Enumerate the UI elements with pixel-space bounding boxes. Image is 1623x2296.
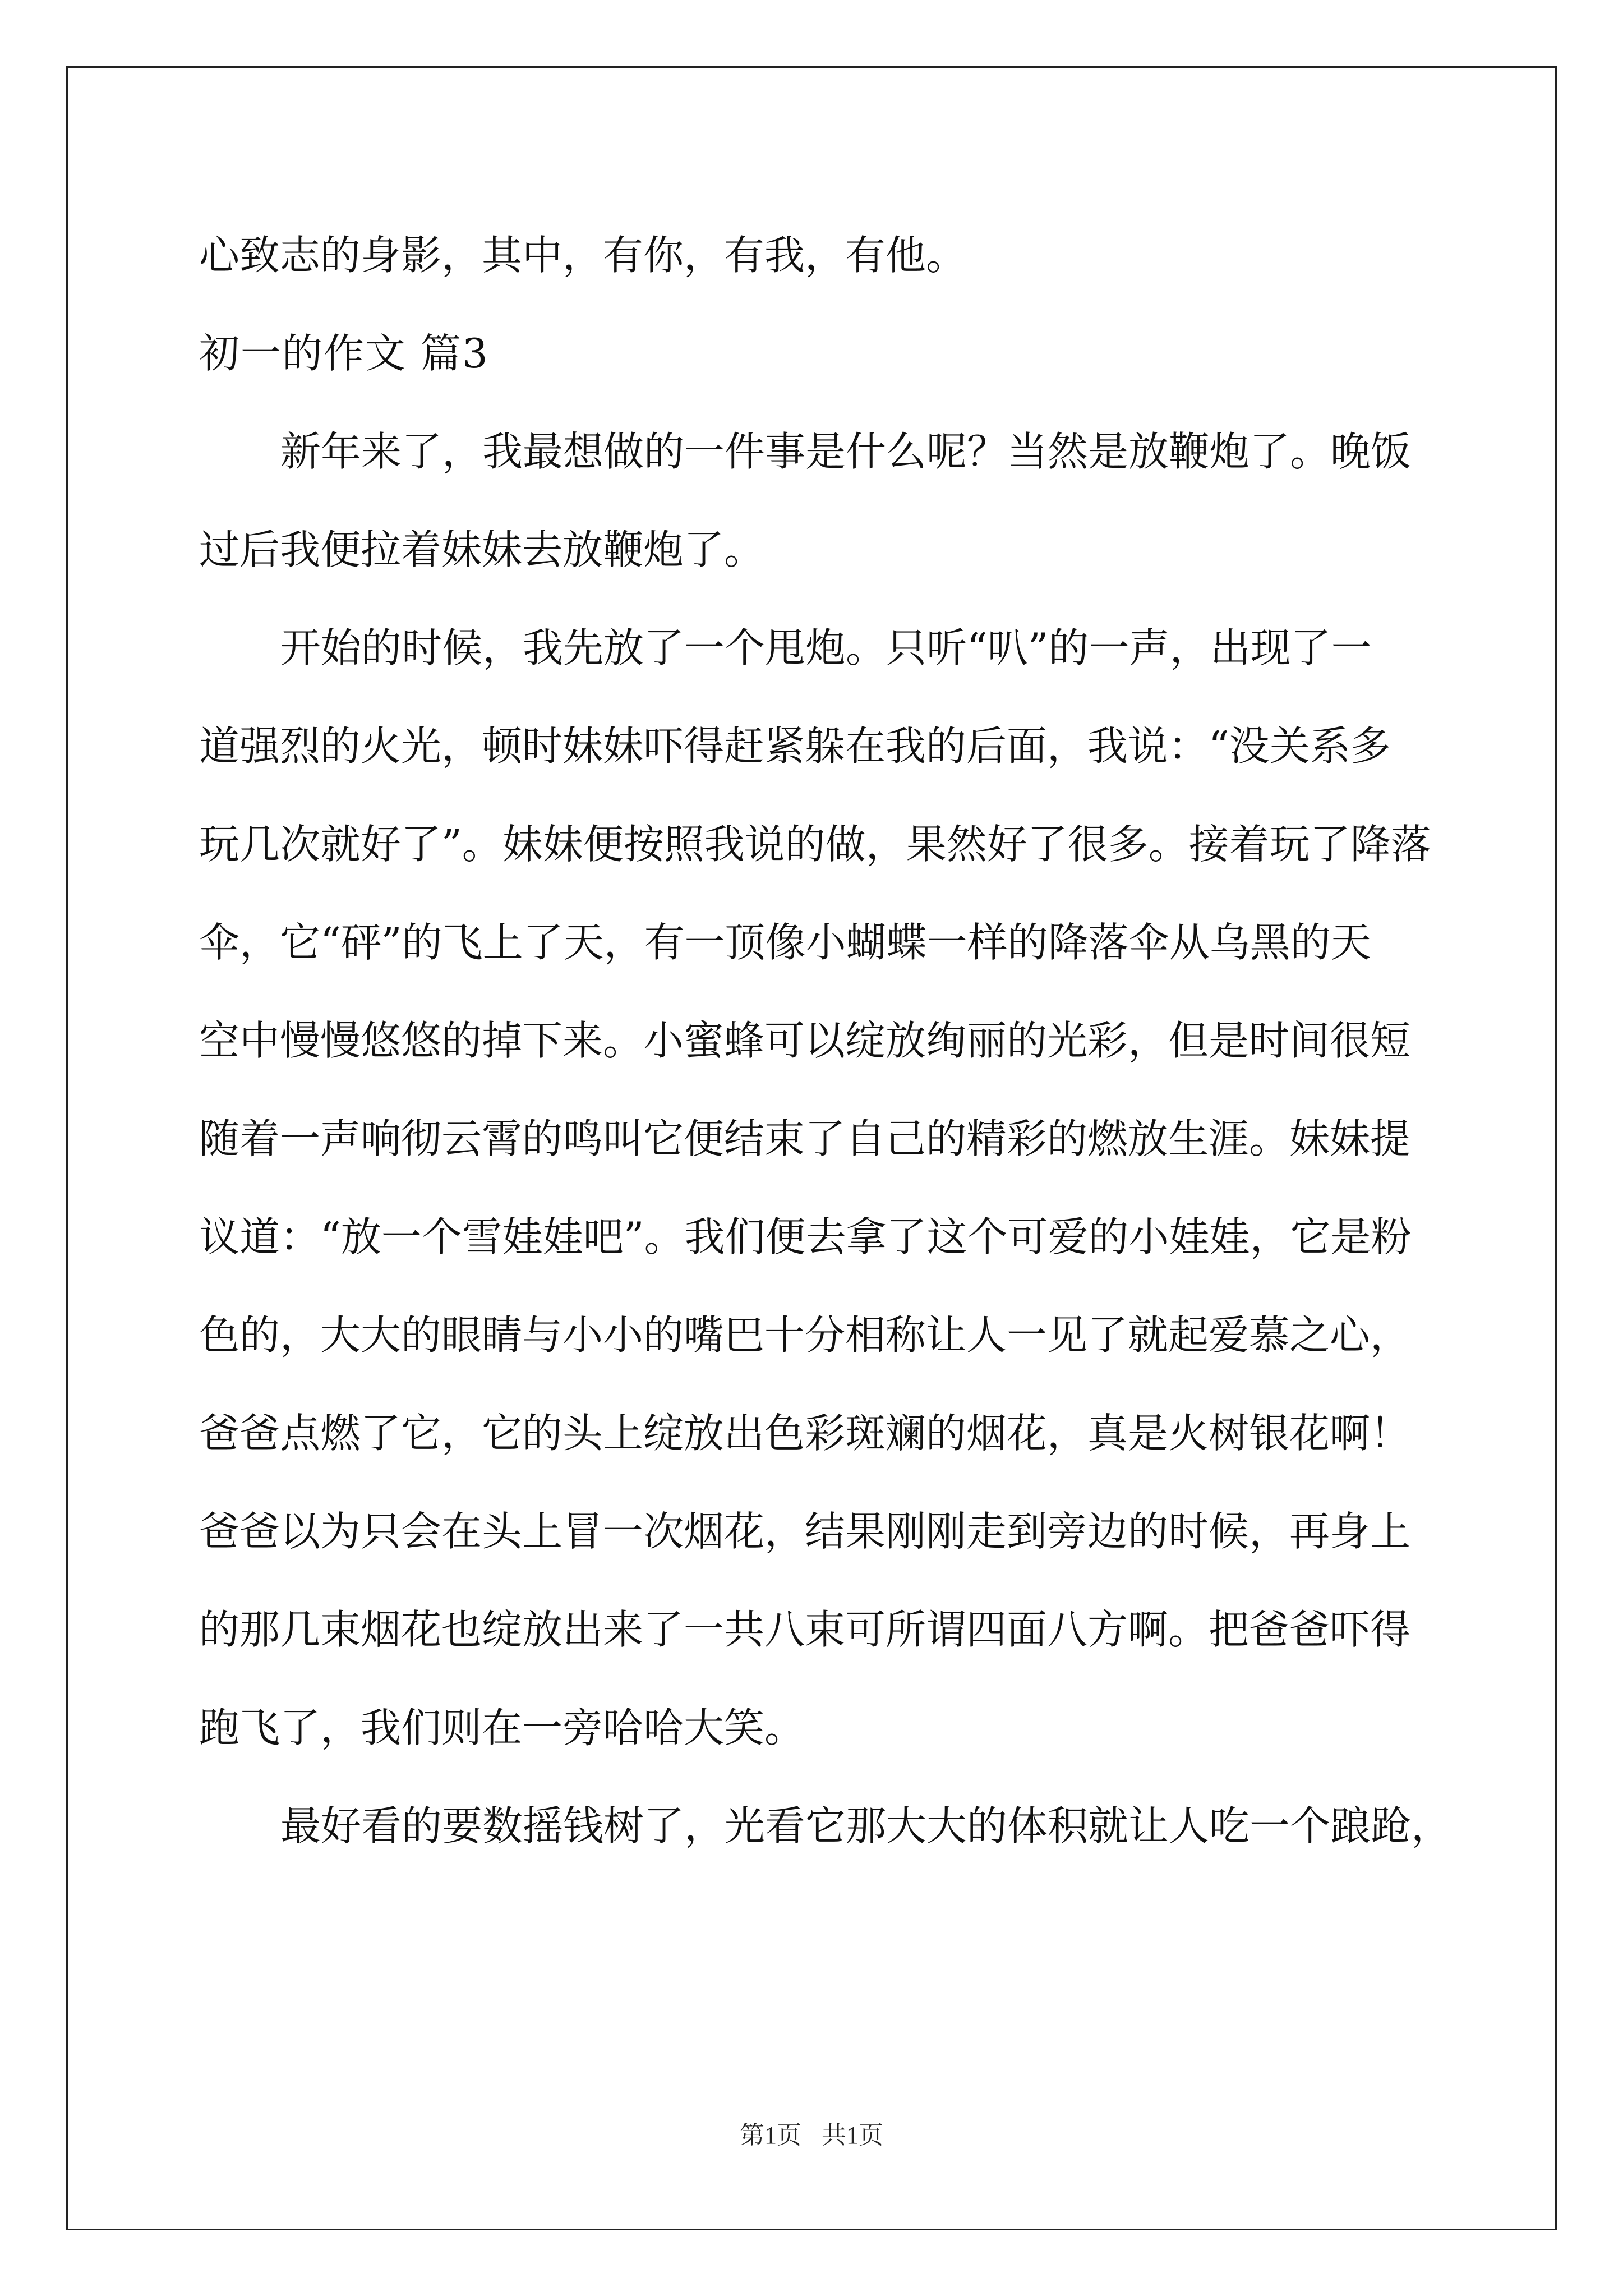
- paragraph-line: 爸爸以为只会在头上冒一次烟花，结果刚刚走到旁边的时候，再身上: [199, 1508, 1411, 1555]
- paragraph-line: 跑飞了，我们则在一旁哈哈大笑。: [199, 1704, 805, 1751]
- paragraph-line: 色的，大大的眼睛与小小的嘴巴十分相称让人一见了就起爱慕之心，: [199, 1312, 1411, 1359]
- page-number: 第1页: [740, 2122, 801, 2149]
- paragraph-line: 道强烈的火光，顿时妹妹吓得赶紧躲在我的后面，我说：“没关系多: [199, 723, 1391, 770]
- paragraph-line: 新年来了，我最想做的一件事是什么呢？当然是放鞭炮了。晚饭: [280, 428, 1412, 475]
- page-total: 共1页: [822, 2122, 883, 2149]
- paragraph-line: 开始的时候，我先放了一个甩炮。只听“叭”的一声，出现了一: [280, 624, 1372, 671]
- paragraph-line: 的那几束烟花也绽放出来了一共八束可所谓四面八方啊。把爸爸吓得: [199, 1606, 1411, 1653]
- paragraph-line: 爸爸点燃了它，它的头上绽放出色彩斑斓的烟花，真是火树银花啊！: [199, 1410, 1411, 1457]
- paragraph-line: 伞，它“砰”的飞上了天，有一顶像小蝴蝶一样的降落伞从乌黑的天: [199, 919, 1371, 966]
- paragraph-line: 最好看的要数摇钱树了，光看它那大大的体积就让人吃一个踉跄，: [280, 1802, 1452, 1849]
- paragraph-line: 玩几次就好了”。妹妹便按照我说的做，果然好了很多。接着玩了降落: [199, 821, 1431, 868]
- text-line: 心致志的身影，其中，有你，有我，有他。: [199, 232, 967, 279]
- paragraph-line: 议道：“放一个雪娃娃吧”。我们便去拿了这个可爱的小娃娃，它是粉: [199, 1213, 1412, 1260]
- section-heading: 初一的作文 篇3: [199, 330, 489, 377]
- paragraph-line: 随着一声响彻云霄的鸣叫它便结束了自己的精彩的燃放生涯。妹妹提: [199, 1115, 1411, 1162]
- page-footer: [0, 2115, 1623, 2151]
- paragraph-line: 过后我便拉着妹妹去放鞭炮了。: [199, 526, 765, 573]
- paragraph-line: 空中慢慢悠悠的掉下来。小蜜蜂可以绽放绚丽的光彩，但是时间很短: [199, 1017, 1411, 1064]
